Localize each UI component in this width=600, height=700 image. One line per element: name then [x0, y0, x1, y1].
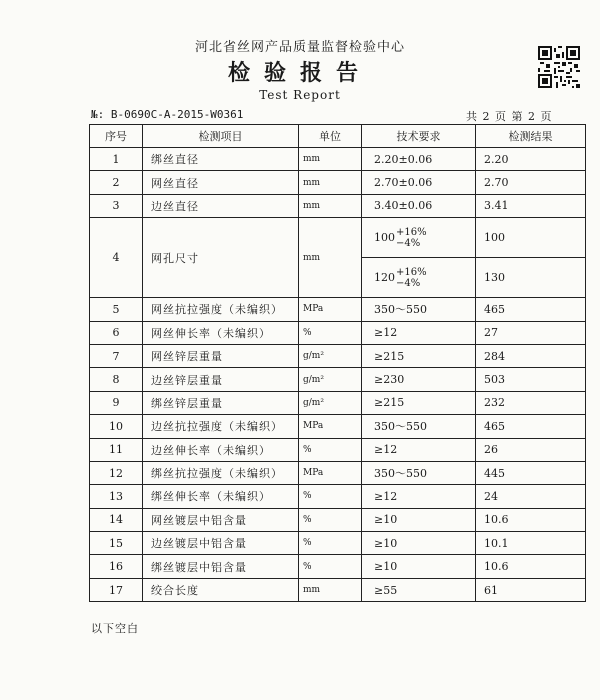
result: 2.20	[476, 148, 586, 171]
unit: mm	[299, 218, 362, 298]
unit: g/m²	[299, 391, 362, 414]
table-row	[90, 368, 586, 391]
unit: %	[299, 485, 362, 508]
row-number: 13	[90, 485, 143, 508]
test-results-table	[89, 124, 586, 602]
test-item: 绑丝抗拉强度（未编织）	[143, 461, 299, 484]
row-number: 5	[90, 298, 143, 321]
report-title: 检验报告	[227, 60, 372, 86]
test-item: 绑丝伸长率（未编织）	[143, 485, 299, 508]
header-result: 检测结果	[476, 125, 586, 148]
requirement: ≥12	[362, 438, 476, 461]
test-item: 边丝镀层中铝含量	[143, 532, 299, 555]
unit: %	[299, 438, 362, 461]
table-row	[90, 148, 586, 171]
header-requirement: 技术要求	[362, 125, 476, 148]
requirement: 350～550	[362, 298, 476, 321]
requirement: ≥10	[362, 532, 476, 555]
table-row	[90, 344, 586, 367]
test-item: 绑丝锌层重量	[143, 391, 299, 414]
table-row	[90, 194, 586, 217]
unit: %	[299, 321, 362, 344]
table-row	[90, 218, 586, 258]
test-item: 边丝伸长率（未编织）	[143, 438, 299, 461]
requirement: ≥55	[362, 578, 476, 601]
result: 2.70	[476, 171, 586, 194]
result: 26	[476, 438, 586, 461]
table-row	[90, 578, 586, 601]
table-row	[90, 461, 586, 484]
requirement: ≥12	[362, 485, 476, 508]
tolerance-minus: −4%	[396, 277, 421, 289]
result: 445	[476, 461, 586, 484]
requirement-tolerance	[362, 258, 476, 298]
table-row	[90, 171, 586, 194]
report-number: №: B-0690C-A-2015-W0361	[91, 108, 244, 121]
row-number: 15	[90, 532, 143, 555]
page-info: 共 2 页 第 2 页	[466, 110, 553, 123]
requirement: 350～550	[362, 415, 476, 438]
header-item: 检测项目	[143, 125, 299, 148]
row-number: 16	[90, 555, 143, 578]
requirement: 3.40±0.06	[362, 194, 476, 217]
header-unit: 单位	[299, 125, 362, 148]
test-item: 网丝伸长率（未编织）	[143, 321, 299, 344]
requirement: 350～550	[362, 461, 476, 484]
table-row	[90, 298, 586, 321]
unit: %	[299, 532, 362, 555]
result: 10.6	[476, 508, 586, 531]
table-row	[90, 508, 586, 531]
unit: mm	[299, 148, 362, 171]
tolerance-base: 100	[374, 230, 395, 244]
result: 24	[476, 485, 586, 508]
requirement: 2.70±0.06	[362, 171, 476, 194]
row-number: 4	[90, 218, 143, 298]
row-number: 2	[90, 171, 143, 194]
unit: %	[299, 555, 362, 578]
result: 27	[476, 321, 586, 344]
test-item: 边丝直径	[143, 194, 299, 217]
requirement-tolerance	[362, 218, 476, 258]
row-number: 1	[90, 148, 143, 171]
requirement: ≥10	[362, 508, 476, 531]
row-number: 10	[90, 415, 143, 438]
requirement: ≥10	[362, 555, 476, 578]
row-number: 7	[90, 344, 143, 367]
row-number: 14	[90, 508, 143, 531]
test-item: 绑丝镀层中铝含量	[143, 555, 299, 578]
row-number: 6	[90, 321, 143, 344]
unit: g/m²	[299, 368, 362, 391]
result: 100	[476, 218, 586, 258]
table-header-row	[90, 125, 586, 148]
result: 465	[476, 415, 586, 438]
unit: %	[299, 508, 362, 531]
test-item: 绑丝直径	[143, 148, 299, 171]
row-number: 17	[90, 578, 143, 601]
result: 61	[476, 578, 586, 601]
report-subtitle: Test Report	[259, 88, 341, 102]
test-item: 网丝镀层中铝含量	[143, 508, 299, 531]
unit: mm	[299, 578, 362, 601]
table-row	[90, 532, 586, 555]
tolerance-range	[396, 267, 427, 289]
qr-code-icon	[538, 46, 580, 88]
unit: mm	[299, 194, 362, 217]
unit: mm	[299, 171, 362, 194]
requirement: 2.20±0.06	[362, 148, 476, 171]
test-item: 边丝锌层重量	[143, 368, 299, 391]
header-seq: 序号	[90, 125, 143, 148]
tolerance-base: 120	[374, 270, 395, 284]
result: 284	[476, 344, 586, 367]
row-number: 3	[90, 194, 143, 217]
result: 10.1	[476, 532, 586, 555]
test-item: 网丝锌层重量	[143, 344, 299, 367]
table-row	[90, 438, 586, 461]
test-item: 绞合长度	[143, 578, 299, 601]
tolerance-plus: +16%	[396, 266, 427, 278]
test-item: 网孔尺寸	[143, 218, 299, 298]
test-item: 网丝抗拉强度（未编织）	[143, 298, 299, 321]
table-row	[90, 415, 586, 438]
requirement: ≥230	[362, 368, 476, 391]
unit: g/m²	[299, 344, 362, 367]
row-number: 12	[90, 461, 143, 484]
requirement: ≥215	[362, 391, 476, 414]
unit: MPa	[299, 461, 362, 484]
table-row	[90, 321, 586, 344]
tolerance-range	[396, 227, 427, 249]
row-number: 11	[90, 438, 143, 461]
tolerance-minus: −4%	[396, 237, 421, 249]
table-row	[90, 555, 586, 578]
organization-name: 河北省丝网产品质量监督检验中心	[194, 40, 405, 55]
row-number: 9	[90, 391, 143, 414]
tolerance-plus: +16%	[396, 226, 427, 238]
result: 10.6	[476, 555, 586, 578]
result: 130	[476, 258, 586, 298]
result: 3.41	[476, 194, 586, 217]
unit: MPa	[299, 298, 362, 321]
test-item: 边丝抗拉强度（未编织）	[143, 415, 299, 438]
row-number: 8	[90, 368, 143, 391]
table-row	[90, 391, 586, 414]
requirement: ≥12	[362, 321, 476, 344]
test-item: 网丝直径	[143, 171, 299, 194]
table-row	[90, 485, 586, 508]
unit: MPa	[299, 415, 362, 438]
end-of-content-note: 以下空白	[91, 622, 139, 635]
result: 232	[476, 391, 586, 414]
requirement: ≥215	[362, 344, 476, 367]
result: 465	[476, 298, 586, 321]
result: 503	[476, 368, 586, 391]
